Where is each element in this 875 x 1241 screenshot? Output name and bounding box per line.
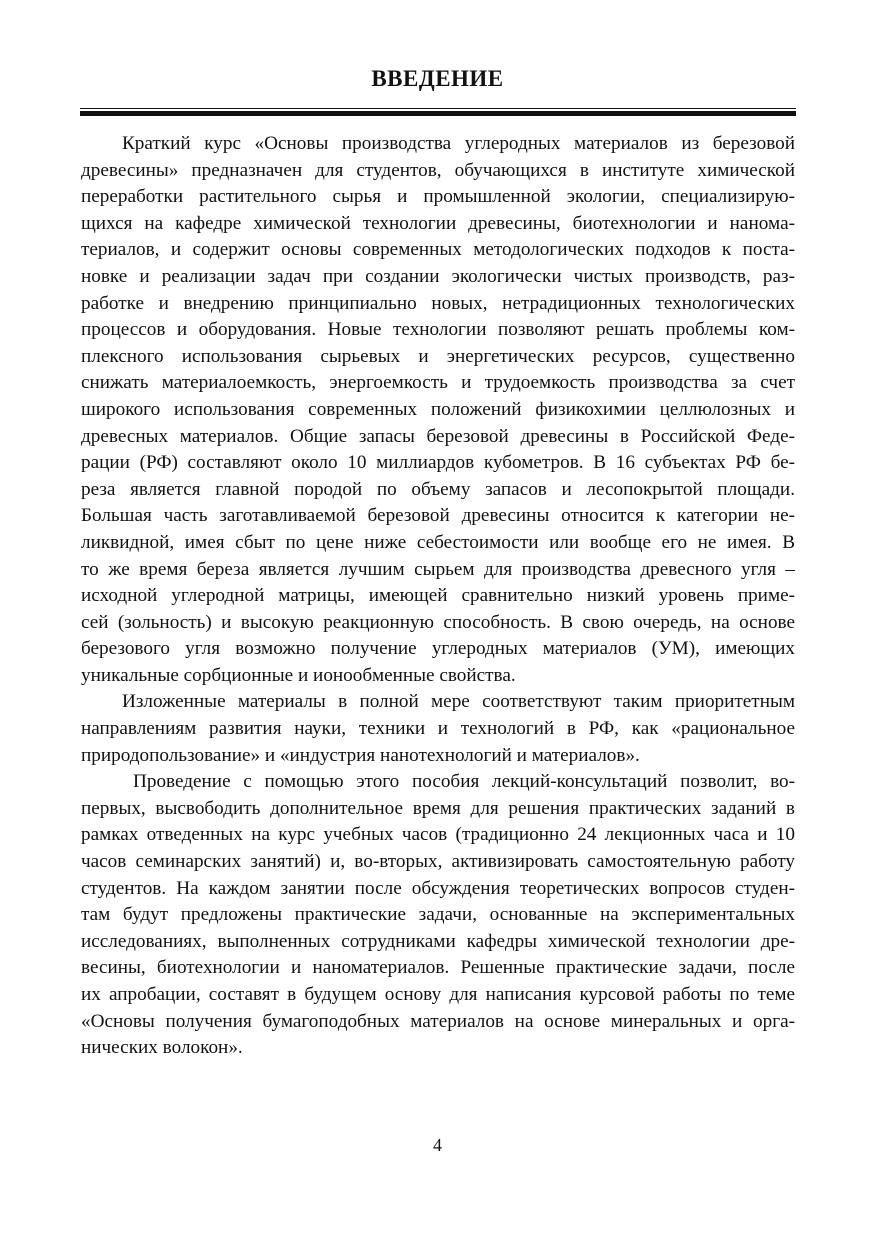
text-line: сей (зольность) и высокую реакционную способность. В свою очередь, на основе <box>81 611 795 633</box>
text-line: работке и внедрению принципиально новых, нетрадиционных технологических <box>81 292 795 314</box>
text-line: Большая часть заготавливаемой березовой древесины относится к категории не- <box>81 505 795 527</box>
title-divider-thin <box>80 108 796 109</box>
text-line: Краткий курс «Основы производства углеродных материалов из березовой <box>122 133 795 154</box>
text-line: часов семинарских занятий) и, во-вторых, активизировать самостоятельную работу <box>81 851 795 873</box>
paragraph-1 <box>81 131 795 689</box>
text-line: древесных материалов. Общие запасы березовой древесины в Российской Феде- <box>81 425 795 447</box>
text-line: щихся на кафедре химической технологии древесины, биотехнологии и наномa- <box>81 212 795 234</box>
text-line: студентов. На каждом занятии после обсуждения теоретических вопросов студен- <box>81 877 795 899</box>
text-line: березового угля возможно получение углеродных материалов (УМ), имеющих <box>81 638 795 660</box>
text-line: нических волокон». <box>81 1037 243 1059</box>
text-line: реза является главной породой по объему запасов и лесопокрытой площади. <box>81 478 795 500</box>
body-text <box>81 131 795 1062</box>
text-line: уникальные сорбционные и ионообменные свойства. <box>81 664 516 686</box>
text-line: древесины» предназначен для студентов, обучающихся в институте химической <box>81 159 795 181</box>
text-line: рации (РФ) составляют около 10 миллиардов кубометров. В 16 субъектах РФ бе- <box>81 452 795 474</box>
text-line: исходной углеродной матрицы, имеющей сравнительно низкий уровень приме- <box>81 585 795 607</box>
text-line: то же время береза является лучшим сырьем для производства древесного угля – <box>81 558 795 580</box>
text-line: весины, биотехнологии и наноматериалов. Решенные практические задачи, после <box>81 957 795 979</box>
text-line: «Основы получения бумагоподобных материалов на основе минеральных и орга- <box>81 1010 795 1032</box>
text-line: новке и реализации задач при создании экологически чистых производств, раз- <box>81 265 795 287</box>
paragraph-2 <box>81 689 795 769</box>
text-line: первых, высвободить дополнительное время для решения практических заданий в <box>81 797 795 819</box>
text-line: Изложенные материалы в полной мере соответствуют таким приоритетным <box>122 691 795 713</box>
title-divider-thick <box>80 111 796 116</box>
text-line: процессов и оборудования. Новые технологии позволяют решать проблемы ком- <box>81 319 795 341</box>
text-line: переработки растительного сырья и промышленной экологии, специализирую- <box>81 186 795 208</box>
text-line: териалов, и содержит основы современных методологических подходов к поста- <box>81 239 795 261</box>
text-line: их апробации, составят в будущем основу для написания курсовой работы по теме <box>81 984 795 1005</box>
paragraph-3 <box>81 769 795 1062</box>
text-line: исследованиях, выполненных сотрудниками кафедры химической технологии дре- <box>81 930 795 952</box>
text-line: ликвидной, имея сбыт по цене ниже себестоимости или вообще его не имея. В <box>81 531 795 553</box>
text-line: там будут предложены практические задачи, основанные на экспериментальных <box>81 904 795 926</box>
text-line: рамках отведенных на курс учебных часов (традиционно 24 лекционных часа и 10 <box>81 824 795 846</box>
text-line: Проведение с помощью этого пособия лекций-консультаций позволит, во- <box>133 771 795 793</box>
text-line: снижать материалоемкость, энергоемкость и трудоемкость производства за счет <box>81 372 795 394</box>
page-number: 4 <box>433 1135 442 1155</box>
text-line: плексного использования сырьевых и энергетических ресурсов, существенно <box>81 345 795 367</box>
page-title: ВВЕДЕНИЕ <box>371 66 504 91</box>
text-line: широкого использования современных положений физикохимии целлюлозных и <box>81 398 795 420</box>
text-line: природопользование» и «индустрия нанотехнологий и материалов». <box>81 744 640 766</box>
text-line: направлениям развития науки, техники и технологий в РФ, как «рациональное <box>81 718 795 740</box>
